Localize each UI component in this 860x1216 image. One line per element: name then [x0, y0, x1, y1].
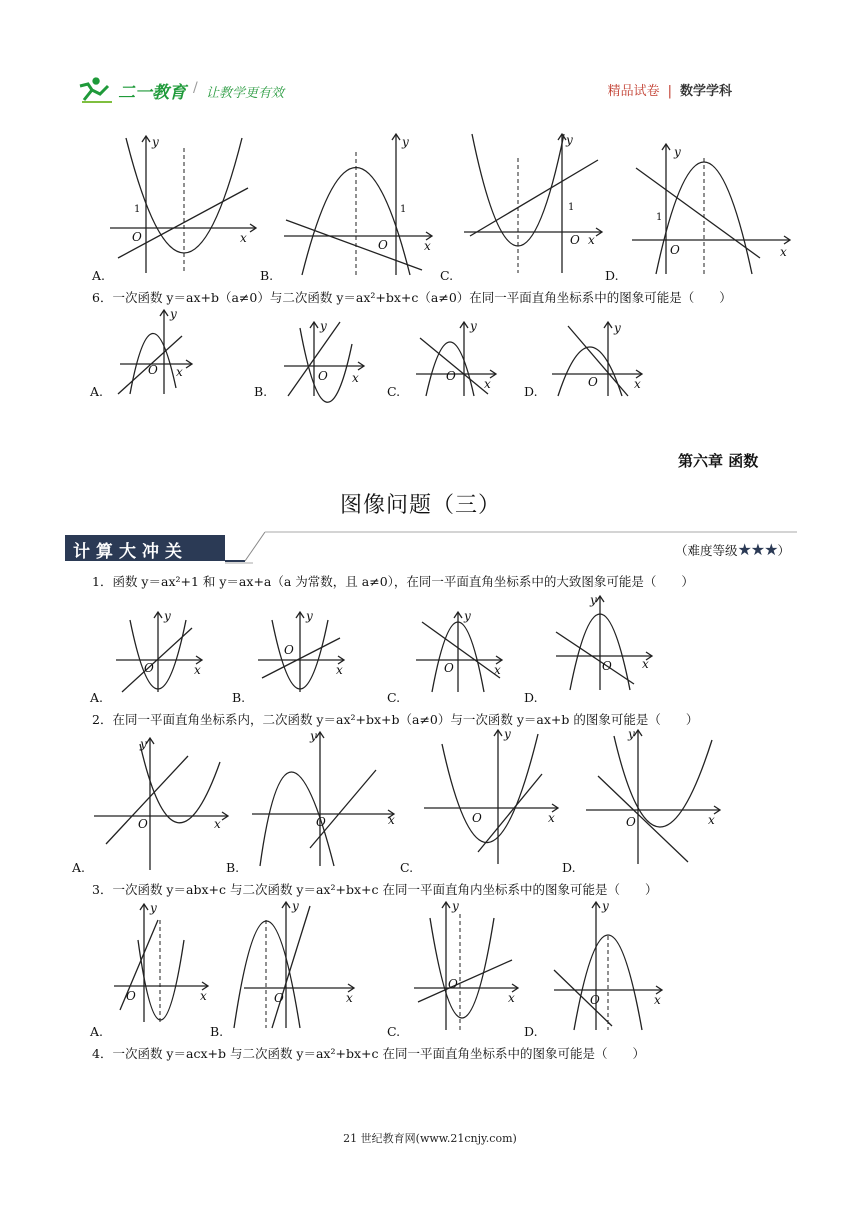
option-c: C.	[387, 690, 401, 705]
option-c: C.	[440, 268, 454, 283]
y-label: y	[310, 729, 317, 743]
graph-q6-c	[412, 318, 502, 398]
x-label: x	[634, 377, 641, 391]
option-a: A.	[90, 1024, 104, 1039]
origin-label: O	[588, 375, 598, 389]
option-b: B.	[232, 690, 246, 705]
graph-q2-d	[584, 726, 724, 866]
origin-label: O	[444, 661, 454, 675]
origin-label: O	[144, 661, 154, 675]
graph-q1-c	[412, 608, 507, 693]
y-label: y	[614, 321, 621, 335]
x-label: x	[176, 365, 183, 379]
option-b: B.	[226, 860, 240, 875]
subject-label: 数学学科	[679, 84, 732, 99]
difficulty-rating	[675, 540, 790, 559]
difficulty-label: （难度等级	[674, 543, 738, 558]
section-banner	[65, 535, 225, 561]
graph-q5-c	[462, 128, 612, 278]
x-label: x	[494, 663, 501, 677]
origin-label: O	[590, 993, 600, 1007]
header-logo	[78, 74, 308, 106]
origin-label: O	[472, 811, 482, 825]
x-label: x	[424, 239, 431, 253]
y-label: y	[504, 727, 511, 741]
logo-slogan: 让教学更有效	[206, 86, 285, 101]
option-b: B.	[254, 384, 268, 399]
logo-slash: /	[193, 80, 198, 96]
origin-label: O	[626, 815, 636, 829]
option-c: C.	[387, 1024, 401, 1039]
x-label: x	[388, 813, 395, 827]
origin-label: O	[448, 977, 458, 991]
graph-q3-b	[224, 896, 358, 1031]
header-separator: |	[667, 84, 672, 99]
option-c: C.	[400, 860, 414, 875]
x-label: x	[708, 813, 715, 827]
x-label: x	[200, 989, 207, 1003]
graph-q5-b	[282, 130, 437, 280]
y-label: y	[628, 727, 635, 741]
header-right	[608, 80, 732, 99]
y-label: y	[292, 899, 299, 913]
graph-q1-b	[254, 608, 349, 693]
x-label: x	[484, 377, 491, 391]
graph-q2-b	[250, 728, 398, 868]
x-label: x	[346, 991, 353, 1005]
origin-label: O	[126, 989, 136, 1003]
page-title: 图像问题（三）	[340, 493, 502, 518]
graph-q3-c	[412, 898, 522, 1033]
question-6	[92, 288, 732, 306]
question-number: 2．	[92, 712, 113, 727]
origin-label: O	[274, 991, 284, 1005]
origin-label: O	[318, 369, 328, 383]
option-d: D.	[562, 860, 576, 875]
x-label: x	[654, 993, 661, 1007]
x-label: x	[336, 663, 343, 677]
one-label: 1	[400, 204, 407, 215]
banner-text: 计算大冲关	[73, 542, 188, 562]
y-label: y	[566, 133, 573, 147]
graph-q6-d	[548, 318, 648, 398]
origin-label: O	[602, 659, 612, 673]
option-a: A.	[72, 860, 86, 875]
origin-label: O	[570, 233, 580, 247]
y-label: y	[320, 319, 327, 333]
option-a: A.	[90, 690, 104, 705]
y-label: y	[602, 899, 609, 913]
option-b: B.	[260, 268, 274, 283]
y-label: y	[674, 145, 681, 159]
logo-name: 二一教育	[118, 83, 186, 103]
graph-q3-d	[552, 898, 667, 1033]
question-text: 一次函数 y＝acx+b 与二次函数 y＝ax²+bx+c 在同一平面直角坐标系中的图象可能是（ ）	[112, 1046, 645, 1061]
graph-q3-a	[112, 900, 212, 1025]
question-number: 4．	[92, 1046, 113, 1061]
y-label: y	[452, 899, 459, 913]
origin-label: O	[138, 817, 148, 831]
y-label: y	[152, 135, 159, 149]
y-label: y	[140, 737, 147, 751]
one-label: 1	[656, 212, 663, 223]
graph-q6-a	[112, 306, 197, 396]
y-label: y	[150, 901, 157, 915]
question-text: 一次函数 y＝abx+c 与二次函数 y＝ax²+bx+c 在同一平面直角内坐标系中的图象可能是（ ）	[112, 882, 658, 897]
question-number: 6．	[92, 290, 113, 305]
difficulty-label-close: ）	[777, 543, 790, 558]
x-label: x	[780, 245, 787, 259]
option-d: D.	[524, 690, 538, 705]
y-label: y	[402, 135, 409, 149]
x-label: x	[588, 233, 595, 247]
origin-label: O	[132, 230, 142, 244]
x-label: x	[352, 371, 359, 385]
origin-label: O	[284, 643, 294, 657]
question-number: 1．	[92, 574, 113, 589]
option-d: D.	[605, 268, 619, 283]
origin-label: O	[316, 815, 326, 829]
x-label: x	[642, 657, 649, 671]
x-label: x	[214, 817, 221, 831]
origin-label: O	[670, 243, 680, 257]
option-a: A.	[90, 384, 104, 399]
option-c: C.	[387, 384, 401, 399]
origin-label: O	[446, 369, 456, 383]
graph-q6-b	[280, 318, 370, 398]
question-text: 函数 y＝ax²+1 和 y＝ax+a（a 为常数，且 a≠0），在同一平面直角坐标系中的大致图象可能是（ ）	[112, 574, 694, 589]
origin-label: O	[148, 363, 158, 377]
graph-q5-a	[108, 128, 258, 278]
page-footer: 21 世纪教育网(www.21cnjy.com)	[343, 1132, 517, 1145]
graph-q1-a	[112, 608, 207, 693]
question-4	[92, 1044, 645, 1062]
x-label: x	[240, 231, 247, 245]
y-label: y	[164, 609, 171, 623]
y-label: y	[590, 593, 597, 607]
origin-label: O	[378, 238, 388, 252]
question-text: 在同一平面直角坐标系内，二次函数 y＝ax²+bx+b（a≠0）与一次函数 y＝ax+b 的图象可能是（ ）	[112, 712, 699, 727]
star-icon: ★★★	[737, 540, 778, 559]
y-label: y	[470, 319, 477, 333]
y-label: y	[170, 307, 177, 321]
x-label: x	[548, 811, 555, 825]
graph-q2-c	[422, 726, 562, 866]
one-label: 1	[568, 202, 575, 213]
option-d: D.	[524, 1024, 538, 1039]
question-3	[92, 880, 657, 898]
y-label: y	[306, 609, 313, 623]
x-label: x	[508, 991, 515, 1005]
chapter-label: 第六章 函数	[678, 452, 759, 470]
option-b: B.	[210, 1024, 224, 1039]
graph-q1-d	[552, 592, 657, 692]
graph-q2-a	[92, 732, 232, 872]
option-d: D.	[524, 384, 538, 399]
option-a: A.	[92, 268, 106, 283]
question-text: 一次函数 y＝ax+b（a≠0）与二次函数 y＝ax²+bx+c（a≠0）在同一平面直角坐标系中的图象可能是（ ）	[112, 290, 732, 305]
question-number: 3．	[92, 882, 113, 897]
runner-logo-icon	[78, 74, 114, 104]
graph-q5-d	[630, 138, 795, 278]
x-label: x	[194, 663, 201, 677]
paper-type: 精品试卷	[607, 84, 660, 99]
y-label: y	[464, 609, 471, 623]
one-label: 1	[134, 204, 141, 215]
question-1	[92, 572, 694, 590]
